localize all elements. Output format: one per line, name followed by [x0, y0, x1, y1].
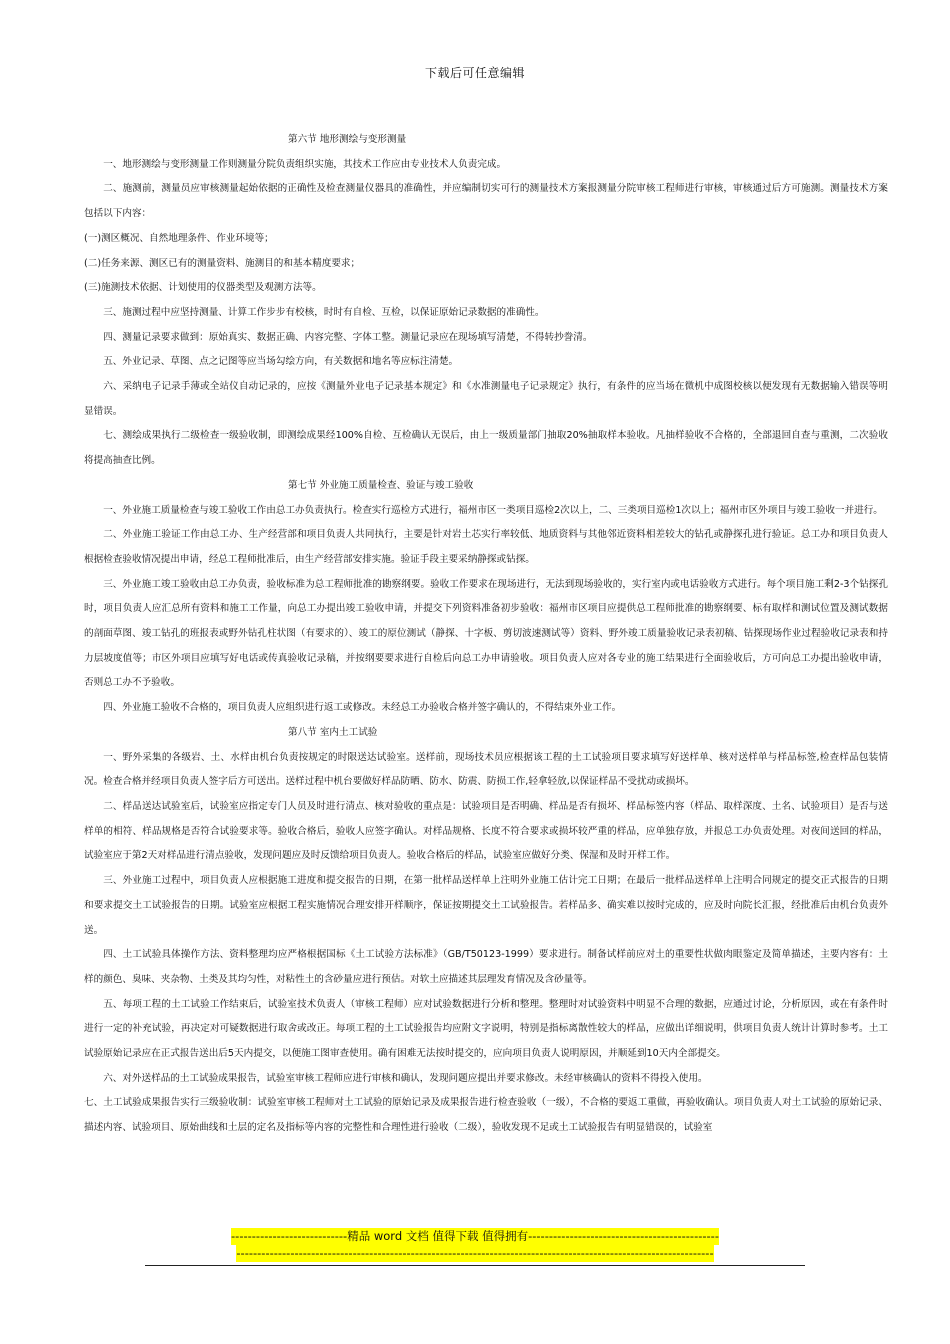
paragraph: 五、每项工程的土工试验工作结束后，试验室技术负责人（审核工程师）应对试验数据进行分析和整理。整理时对试验资料中明显不合理的数据，应通过讨论，分析原因，或在有条件时进行一定的补充试验，再决定对可疑数据进行取舍或改正。每项工程的土工试验报告均应附文字说明，特别是指标离散性较大的样品，应做出详细说明，供项目负责人统计计算时参考。土工试验原始记录应在正式报告送出后5天内提交，以便施工图审查使用。确有困难无法按时提交的，应向项目负责人说明原因，并顺延到10天内全部提交。	[84, 998, 888, 1060]
footer-divider	[145, 1265, 805, 1266]
footer-banner: ----------------------------精品 word 文档 值得下载 值得拥有----------------------------------------------	[231, 1229, 719, 1243]
paragraph: 三、外业施工竣工验收由总工办负责，验收标准为总工程师批准的勘察纲要。验收工作要求在现场进行，无法到现场验收的，实行室内或电话验收方式进行。每个项目施工剩2-3个钻探孔时，项目负责人应汇总所有资料和施工工作量，向总工办提出竣工验收申请，并提交下列资料准备初步验收：福州市区项目应提供总工程师批准的勘察纲要、标有取样和测试位置及测试数据的剖面草图、竣工钻孔的班报表或野外钻孔柱状图（有要求的）、竣工的原位测试（静探、十字板、剪切波速测试等）资料、野外竣工质量验收记录表初稿、钻探现场作业过程验收记录表和持力层坡度值等；市区外项目应填写好电话或传真验收记录稿，并按纲要要求进行自检后向总工办申请验收。项目负责人应对各专业的施工结果进行全面验收后，方可向总工办提出验收申请，否则总工办不予验收。	[84, 578, 888, 689]
paragraph: 四、测量记录要求做到：原始真实、数据正确、内容完整、字体工整。测量记录应在现场填写清楚，不得转抄誊清。	[103, 331, 593, 343]
paragraph: 六、采纳电子记录手薄或全站仪自动记录的，应按《测量外业电子记录基本规定》和《水准测量电子记录规定》执行，有条件的应当场在微机中成图校核以便发现有无数据输入错误等明显错误。	[84, 381, 888, 417]
page-header: 下载后可任意编辑	[424, 66, 525, 80]
section-title: 第八节 室内土工试验	[288, 726, 378, 738]
paragraph: 五、外业记录、草图、点之记图等应当场勾绘方向，有关数据和地名等应标注清楚。	[103, 356, 459, 368]
paragraph: 二、外业施工验证工作由总工办、生产经营部和项目负责人共同执行，主要是针对岩土芯实行率较低、地质资料与其他邻近资料相差较大的钻孔或静探孔进行验证。总工办和项目负责人根据检查验收情况提出申请，经总工程师批准后，由生产经营部安排实施。验证手段主要采纳静探或钻探。	[84, 529, 888, 565]
document-body	[84, 128, 888, 1141]
page-footer	[0, 1228, 950, 1262]
section-title: 第六节 地形测绘与变形测量	[288, 134, 407, 145]
paragraph: 七、测绘成果执行二级检查一级验收制，即测绘成果经100%自检、互检确认无误后，由上一级质量部门抽取20%抽取样本验收。凡抽样验收不合格的，全部退回自查与重测，二次验收将提高抽查比例。	[84, 430, 888, 467]
paragraph: 三、施测过程中应坚持测量、计算工作步步有校核，时时有自检、互检，以保证原始记录数据的准确性。	[103, 306, 545, 318]
paragraph: 三、外业施工过程中，项目负责人应根据施工进度和提交报告的日期，在第一批样品送样单上注明外业施工估计完工日期；在最后一批样品送样单上注明合同规定的提交正式报告的日期和要求提交土工试验报告的日期。试验室应根据工程实施情况合理安排开样顺序，保证按期提交土工试验报告。若样品多、确实难以按时完成的，应及时向院长汇报，经批准后由机台负责外送。	[84, 875, 888, 936]
section-title: 第七节 外业施工质量检查、验证与竣工验收	[288, 479, 474, 491]
paragraph: 一、地形测绘与变形测量工作则测量分院负责组织实施，其技术工作应由专业技术人负责完成。	[103, 158, 507, 170]
paragraph: 一、野外采集的各级岩、土、水样由机台负责按规定的时限送达试验室。送样前，现场技术员应根据该工程的土工试验项目要求填写好送样单、核对送样单与样品标签,检查样品包装情况。检查合格并经项目负责人签字后方可送出。送样过程中机台要做好样品防晒、防水、防震、防损工作,轻拿轻放,以保证样品不受扰动或损坏。	[84, 751, 888, 788]
footer-dashes: -------------------------------------------------------------------------------------------------------------------	[236, 1246, 714, 1260]
list-item: (三)施测技术依据、计划使用的仪器类型及观测方法等。	[84, 282, 322, 294]
list-item: (一)测区概况、自然地理条件、作业环境等；	[84, 232, 274, 244]
paragraph: 四、土工试验具体操作方法、资料整理均应严格根据国标《土工试验方法标准》（GB/T50123-1999）要求进行。制备试样前应对土的重要性状做肉眼鉴定及简单描述，主要内容有：土样的颜色、臭味、夹杂物、土类及其均匀性，对粘性土的含砂量应进行预估。对软土应描述其层理发育情况及含砂量等。	[84, 949, 888, 985]
paragraph: 六、对外送样品的土工试验成果报告，试验室审核工程师应进行审核和确认，发现问题应提出并要求修改。未经审核确认的资料不得投入使用。	[103, 1072, 708, 1084]
paragraph: 四、外业施工验收不合格的，项目负责人应组织进行返工或修改。未经总工办验收合格并签字确认的，不得结束外业工作。	[103, 702, 622, 714]
list-item: (二)任务来源、测区已有的测量资料、施测目的和基本精度要求；	[84, 257, 361, 269]
paragraph: 七、土工试验成果报告实行三级验收制：试验室审核工程师对土工试验的原始记录及成果报告进行检查验收（一级），不合格的要返工重做，再验收确认。项目负责人对土工试验的原始记录、描述内容、试验项目、原始曲线和土层的定名及指标等内容的完整性和合理性进行验收（二级），验收发现不足或土工试验报告有明显错误的，试验室	[84, 1097, 888, 1134]
paragraph: 二、样品送达试验室后，试验室应指定专门人员及时进行清点、核对验收的重点是：试验项目是否明确、样品是否有损坏、样品标签内容（样品、取样深度、土名、试验项目）是否与送样单的相符、样品规格是否符合试验要求等。验收合格后，验收人应签字确认。对样品规格、长度不符合要求或损坏较严重的样品，应单独存放，并报总工办负责处理。对夜间送回的样品，试验室应于第2天对样品进行清点验收，发现问题应及时反馈给项目负责人。验收合格后的样品，试验室应做好分类、保湿和及时开样工作。	[84, 800, 888, 862]
paragraph: 二、施测前，测量员应审核测量起始依据的正确性及检查测量仪器具的准确性，并应编制切实可行的测量技术方案报测量分院审核工程师进行审核，审核通过后方可施测。测量技术方案包括以下内容：	[84, 183, 888, 220]
paragraph: 一、外业施工质量检查与竣工验收工作由总工办负责执行。检查实行巡检方式进行，福州市区一类项目巡检2次以上，二、三类项目巡检1次以上；福州市区外项目与竣工验收一并进行。	[103, 504, 883, 516]
